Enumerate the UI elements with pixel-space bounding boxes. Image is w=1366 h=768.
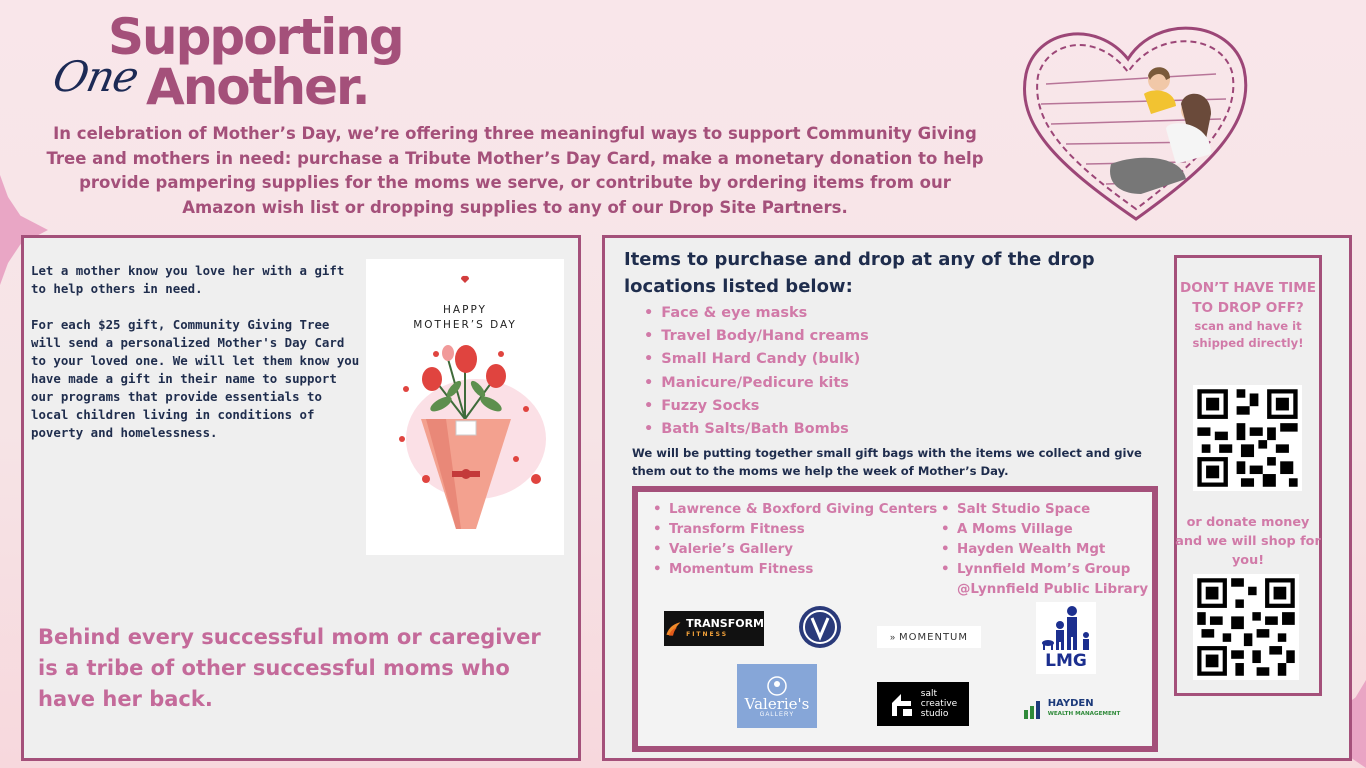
tagline: Behind every successful mom or caregiver is a tribe of other successful moms who have her back. — [38, 625, 541, 711]
donate-text: or donate money and we will shop for you! — [1175, 515, 1321, 568]
salt-creative-studio-logo — [877, 682, 969, 726]
heart-mother-child-illustration — [1016, 14, 1256, 229]
hayden-logo-sub: WEALTH MANAGEMENT — [1047, 711, 1121, 717]
tribute-paragraph-1: Let a mother know you love her with a gift to help others in need. — [31, 263, 345, 296]
valeries-gallery-logo — [737, 664, 817, 728]
list-item: • Face & eye masks — [644, 302, 869, 325]
valeries-logo-sub: GALLERY — [759, 711, 795, 718]
tribute-paragraph-2: For each $25 gift, Community Giving Tree will send a personalized Mother's Day Card to your loved one. We will let them know you have made a gift in their name to support our programs that provide essentials to local children living in conditions of poverty and homelessness. — [31, 317, 360, 440]
items-note: We will be putting together small gift bags with the items we collect and give them out to the moms we help the week of Mother’s Day. — [632, 446, 1142, 478]
transform-fitness-logo — [664, 611, 764, 646]
side-subtext: scan and have it shipped directly! — [1192, 319, 1304, 350]
list-item: • Travel Body/Hand creams — [644, 325, 869, 348]
momentum-fitness-logo — [877, 626, 981, 648]
salt-logo-line1: salt — [920, 689, 938, 699]
valeries-logo-text: Valerie's — [744, 694, 810, 713]
card-title — [366, 303, 564, 333]
flame-icon — [664, 618, 682, 640]
hayden-logo-text: HAYDEN — [1047, 698, 1094, 709]
items-heading: Items to purchase and drop at any of the drop locations listed below: — [624, 249, 1095, 297]
title-supporting: Supporting — [108, 8, 403, 66]
amazon-wishlist-qr-code[interactable] — [1193, 385, 1302, 491]
transform-logo-text: TRANSFORM — [686, 616, 764, 630]
drop-site-item: • Salt Studio Space — [941, 500, 1156, 520]
drop-site-item: • Lawrence & Boxford Giving Centers — [653, 500, 937, 520]
list-item: • Small Hard Candy (bulk) — [644, 348, 869, 371]
side-heading: DON’T HAVE TIME TO DROP OFF? — [1179, 280, 1317, 316]
drop-sites-list-left — [653, 500, 937, 580]
items-list — [644, 302, 869, 441]
bar-growth-icon — [1022, 698, 1044, 720]
title-script-one: One — [48, 52, 143, 101]
momentum-logo-text: MOMENTUM — [899, 631, 968, 643]
gallery-emblem-icon — [766, 675, 788, 697]
donate-qr-code[interactable] — [1193, 574, 1299, 680]
family-figures-icon — [1040, 605, 1092, 651]
v-circle-logo — [790, 601, 850, 653]
salt-logo-line3: studio — [920, 709, 949, 719]
drop-site-item: • Lynnfield Mom’s Group @Lynnfield Public Library — [941, 560, 1156, 600]
drop-site-item: • Momentum Fitness — [653, 560, 937, 580]
v-emblem-icon — [797, 604, 843, 650]
hayden-wealth-logo — [1018, 694, 1124, 724]
salt-mark-icon — [889, 689, 915, 719]
list-item: • Fuzzy Socks — [644, 395, 869, 418]
title-another: Another. — [146, 58, 369, 116]
drop-site-item: • Transform Fitness — [653, 520, 937, 540]
drop-site-item: • A Moms Village — [941, 520, 1156, 540]
transform-logo-sub: FITNESS — [686, 630, 729, 638]
tribute-card-description — [31, 262, 361, 460]
salt-logo-line2: creative — [920, 699, 958, 709]
lmg-logo-text: LMG — [1045, 651, 1087, 671]
fast-forward-icon: » — [890, 632, 896, 642]
mothers-day-card-image — [366, 259, 564, 555]
drop-site-item: • Hayden Wealth Mgt — [941, 540, 1156, 560]
card-title-mothers-day: MOTHER’S DAY — [413, 319, 517, 331]
drop-site-item: • Valerie’s Gallery — [653, 540, 937, 560]
list-item: • Manicure/Pedicure kits — [644, 372, 869, 395]
drop-sites-list-right — [941, 500, 1156, 600]
card-title-happy: HAPPY — [443, 304, 487, 316]
intro-text: In celebration of Mother’s Day, we’re offering three meaningful ways to support Community Giving Tree and mothers in need: purchase a Tribute Mother’s Day Card, make a monetary donation to help provide pampering supplies for the moms we serve, or contribute by ordering items from our Amazon wish list or dropping supplies to any of our Drop Site Partners. — [46, 124, 984, 217]
lmg-logo — [1036, 602, 1096, 674]
list-item: • Bath Salts/Bath Bombs — [644, 418, 869, 441]
